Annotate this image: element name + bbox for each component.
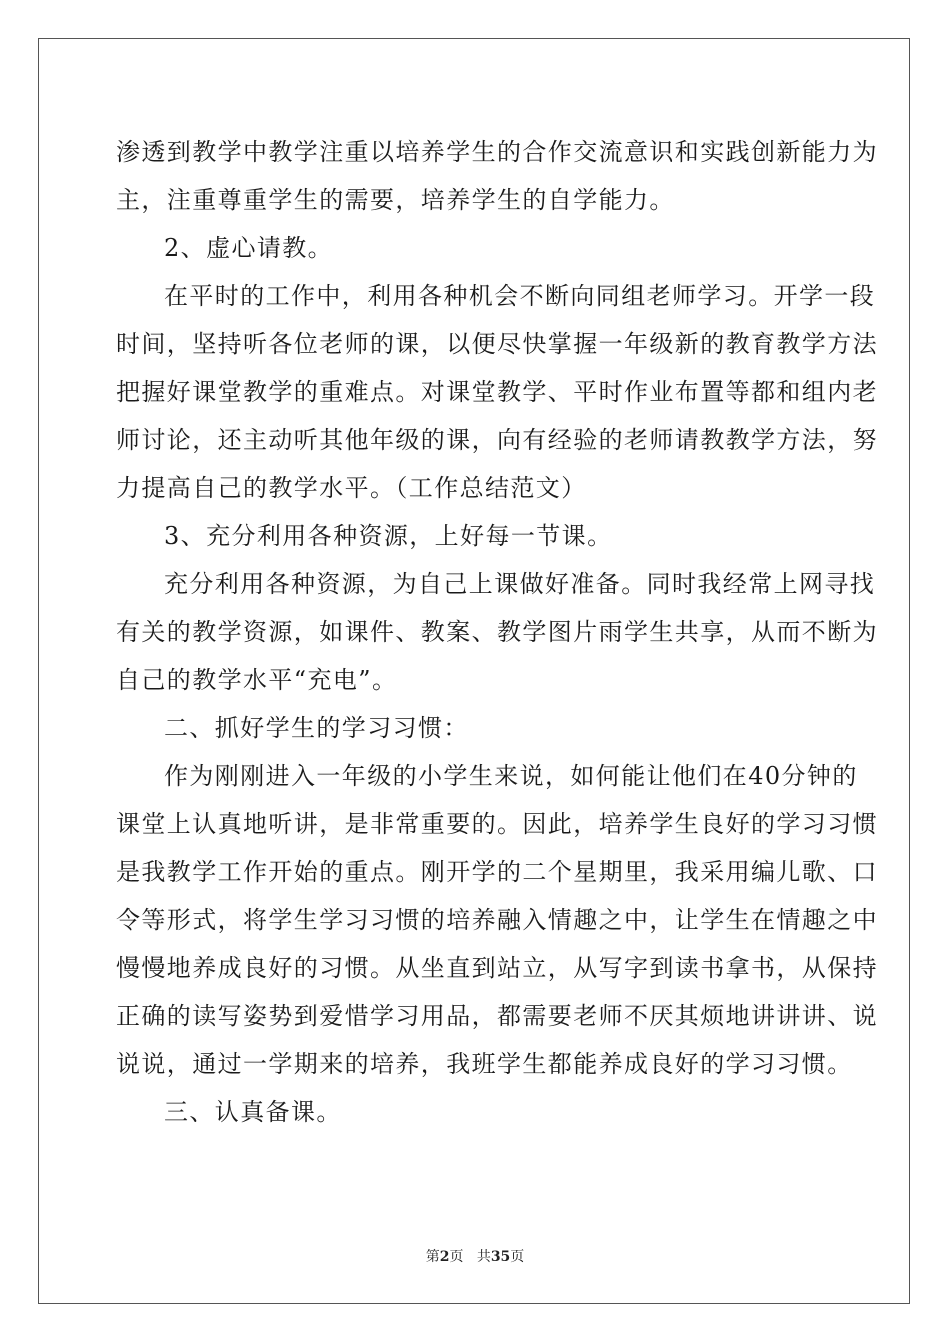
section-heading: 3、充分利用各种资源，上好每一节课。 xyxy=(164,522,613,550)
page-prefix: 第 xyxy=(425,1249,440,1265)
text-line: 把握好课堂教学的重难点。对课堂教学、平时作业布置等都和组内老 xyxy=(116,378,878,406)
text-line: 师讨论，还主动听其他年级的课，向有经验的老师请教教学方法，努 xyxy=(116,426,878,454)
section-heading: 三、认真备课。 xyxy=(164,1098,342,1126)
page-suffix: 页 xyxy=(449,1249,464,1265)
text-line: 时间，坚持听各位老师的课，以便尽快掌握一年级新的教育教学方法 xyxy=(116,330,878,358)
text-line: 令等形式，将学生学习习惯的培养融入情趣之中，让学生在情趣之中 xyxy=(116,906,878,934)
page-number: 2 xyxy=(439,1249,450,1265)
text-line: 自己的教学水平“充电”。 xyxy=(116,666,398,694)
text-line: 在平时的工作中，利用各种机会不断向同组老师学习。开学一段 xyxy=(164,282,876,310)
text-line: 主，注重尊重学生的需要，培养学生的自学能力。 xyxy=(116,186,675,214)
total-suffix: 页 xyxy=(510,1249,525,1265)
text-line: 说说，通过一学期来的培养，我班学生都能养成良好的学习习惯。 xyxy=(116,1050,853,1078)
section-heading: 二、抓好学生的学习习惯： xyxy=(164,714,469,742)
text-line: 有关的教学资源，如课件、教案、教学图片雨学生共享，从而不断为 xyxy=(116,618,878,646)
page-footer xyxy=(0,1248,950,1266)
total-pages: 35 xyxy=(490,1249,511,1265)
text-line: 是我教学工作开始的重点。刚开学的二个星期里，我采用编儿歌、口 xyxy=(116,858,878,886)
text-line: 正确的读写姿势到爱惜学习用品，都需要老师不厌其烦地讲讲讲、说 xyxy=(116,1002,878,1030)
section-heading: 2、虚心请教。 xyxy=(164,234,334,262)
text-line: 渗透到教学中教学注重以培养学生的合作交流意识和实践创新能力为 xyxy=(116,138,878,166)
text-line: 充分利用各种资源，为自己上课做好准备。同时我经常上网寻找 xyxy=(164,570,876,598)
document-body xyxy=(116,128,878,1136)
text-line: 作为刚刚进入一年级的小学生来说，如何能让他们在40分钟的 xyxy=(164,762,858,790)
text-line: 力提高自己的教学水平。（工作总结范文） xyxy=(116,474,587,502)
text-line: 课堂上认真地听讲，是非常重要的。因此，培养学生良好的学习习惯 xyxy=(116,810,878,838)
total-prefix: 共 xyxy=(476,1249,491,1265)
text-line: 慢慢地养成良好的习惯。从坐直到站立，从写字到读书拿书，从保持 xyxy=(116,954,878,982)
